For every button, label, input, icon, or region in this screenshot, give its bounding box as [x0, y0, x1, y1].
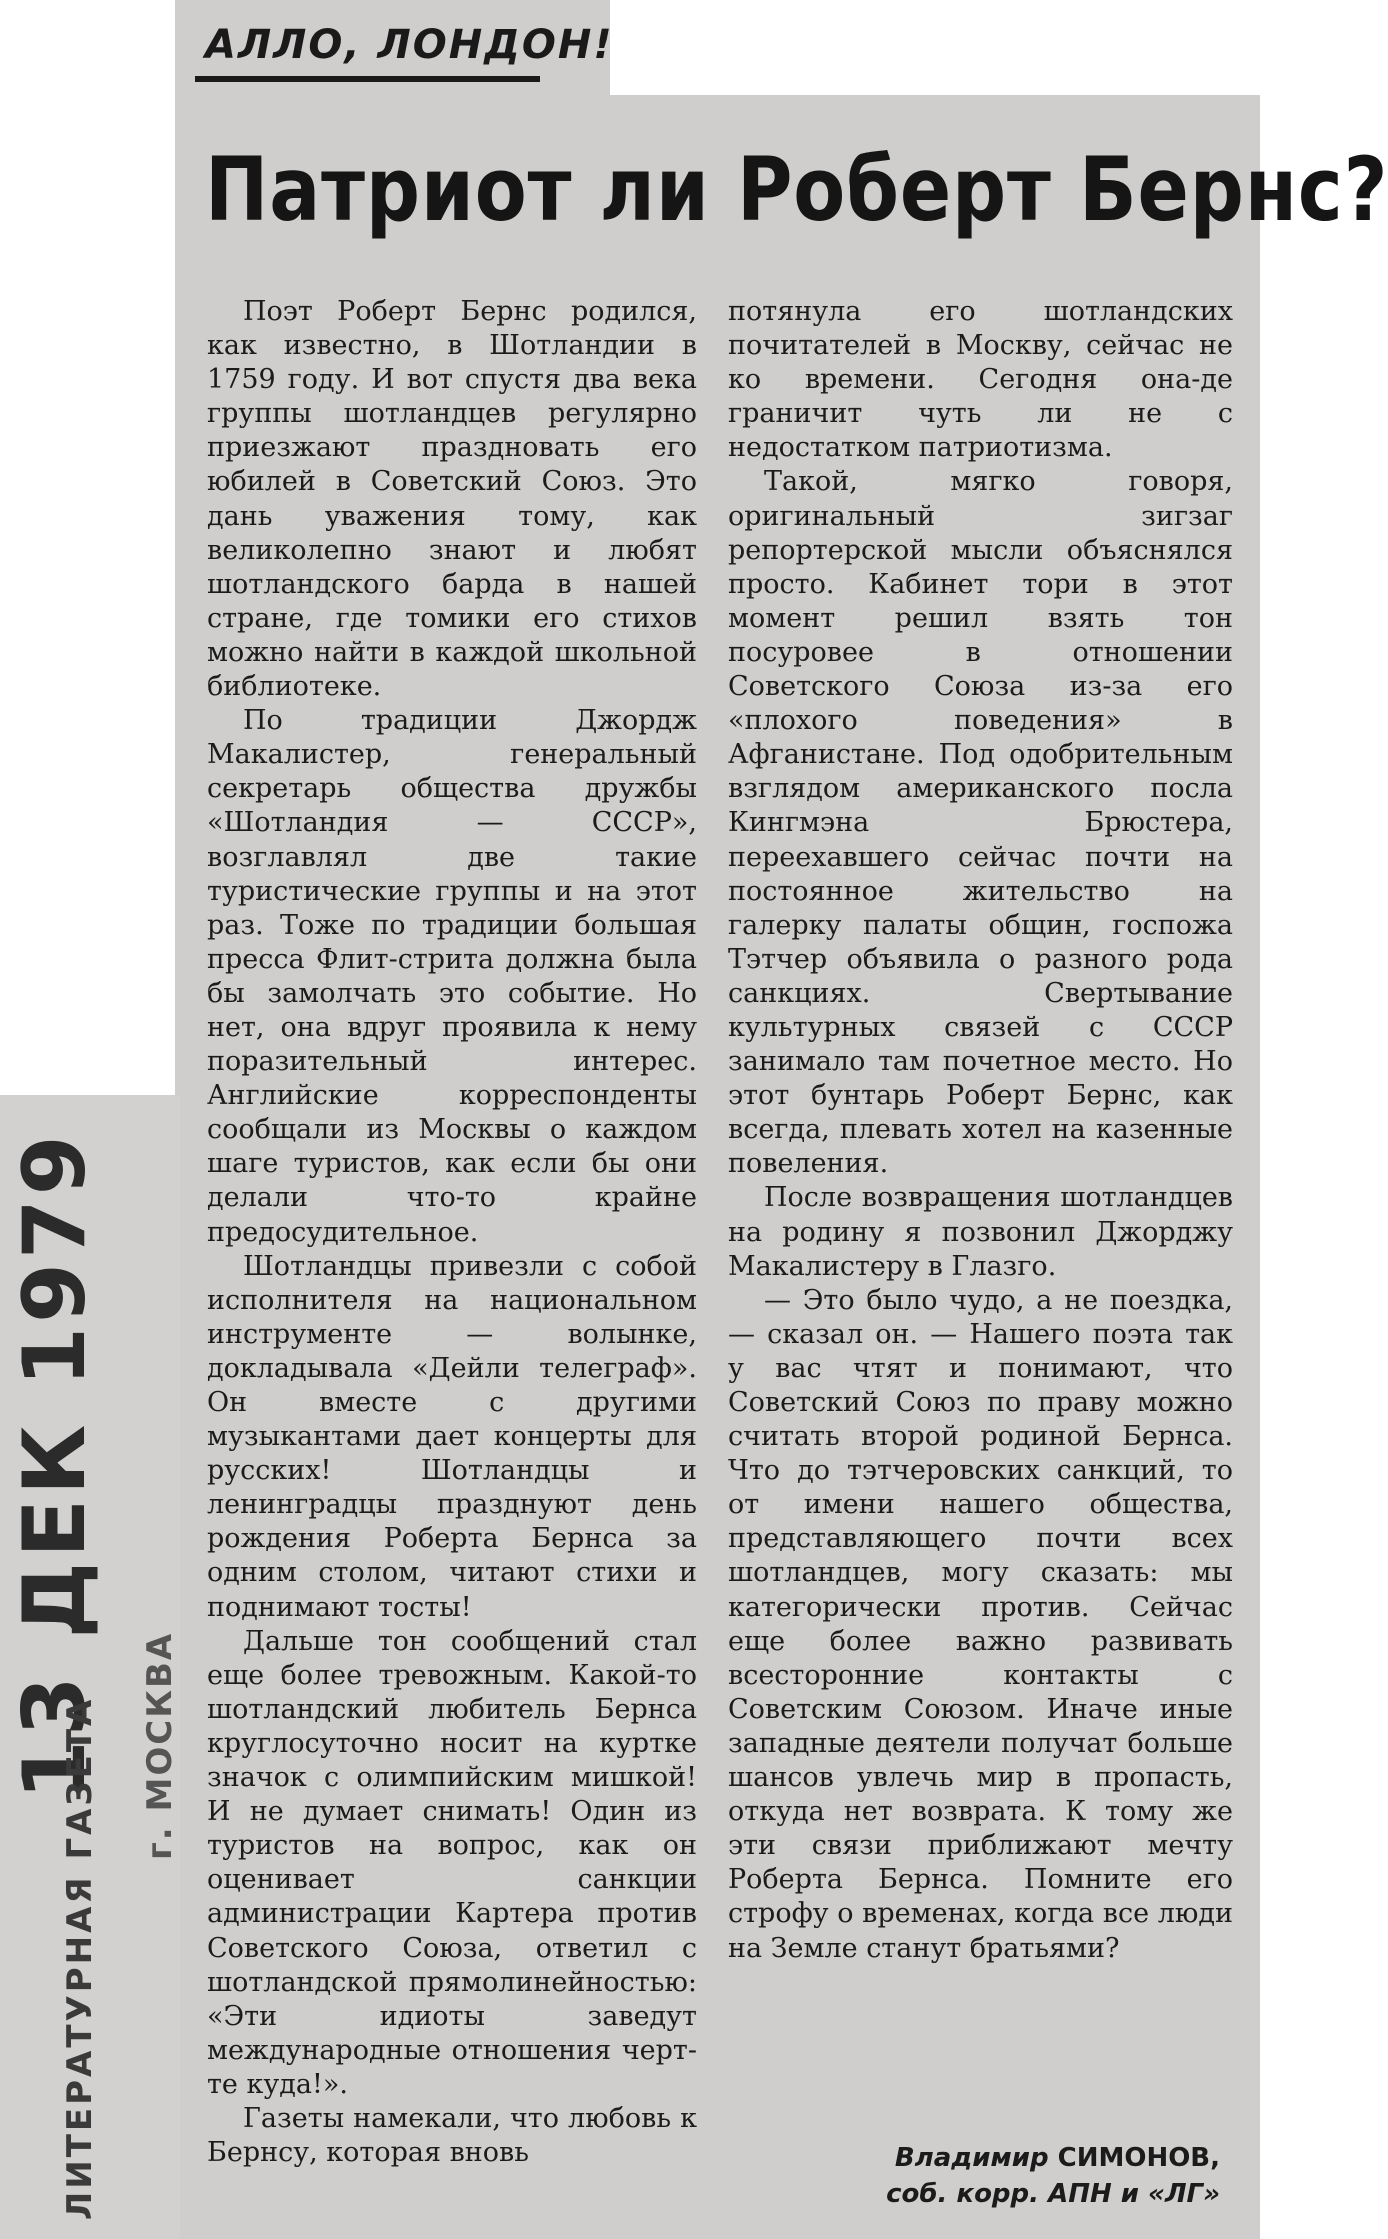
newspaper-stamp: ЛИТЕРАТУРНАЯ ГАЗЕТА — [60, 1696, 100, 2220]
paragraph: Дальше тон сообщений стал еще более тревожным. Какой-то шотландский любитель Бернса круглосуточно носит на куртке значок с олимпийским мишкой! И не думает снимать! Один из туристов на вопрос, как он оценивает санкции администрации Картера против Советского Союза, ответил с шотландской прямолинейностью: «Эти идиоты заведут международные отношения черт-те куда!». — [207, 1625, 697, 2100]
author-position: соб. корр. АПН и «ЛГ» — [886, 2179, 1220, 2209]
paragraph: По традиции Джордж Макалистер, генеральный секретарь общества дружбы «Шотландия — СССР», возглавлял две такие туристические группы и на этот раз. Тоже по традиции большая пресса Флит-стрита должна была бы замолчать это событие. Но нет, она вдруг проявила к нему поразительный интерес. Английские корреспонденты сообщали из Москвы о каждом шаге туристов, как если бы они делали что-то крайне предосудительное. — [207, 705, 697, 1248]
article-column-right — [728, 295, 1233, 1966]
paragraph: — Это было чудо, а не поездка, — сказал он. — Нашего поэта так у вас чтят и понимают, что Советский Союз по праву можно считать второй родиной Бернса. Что до тэтчеровских санкций, то от имени нашего общества, представляющего почти всех шотландцев, могу сказать: мы категорически против. Сейчас еще более важно развивать всесторонние контакты с Советским Союзом. Иначе иные западные деятели получат больше шансов увлечь мир в пропасть, откуда нет возврата. К тому же эти связи приближают мечту Роберта Бернса. Помните его строфу о временах, когда все люди на Земле станут братьями? — [728, 1284, 1233, 1964]
kicker-underline — [195, 76, 540, 82]
paragraph: Такой, мягко говоря, оригинальный зигзаг репортерской мысли объяснялся просто. Кабинет тори в этот момент решил взять тон посуровее в отношении Советского Союза из-за его «плохого поведения» в Афганистане. Под одобрительным взглядом американского посла Кингмэна Брюстера, переехавшего сейчас почти на постоянное жительство на галерку палаты общин, госпожа Тэтчер объявила о разного рода санкциях. Свертывание культурных связей с СССР занимало там почетное место. Но этот бунтарь Роберт Бернс, как всегда, плевать хотел на казенные повеления. — [728, 466, 1233, 1180]
author-first-name: Владимир — [894, 2143, 1049, 2173]
paragraph: Шотландцы привезли с собой исполнителя на национальном инструменте — волынке, докладывала «Дейли телеграф». Он вместе с другими музыкантами дает концерты для русских! Шотландцы и ленинградцы празднуют день рождения Роберта Бернса за одним столом, читают стихи и поднимают тосты! — [207, 1250, 697, 1623]
paragraph: Поэт Роберт Бернс родился, как известно, в Шотландии в 1759 году. И вот спустя два века группы шотландцев регулярно приезжают праздновать его юбилей в Советский Союз. Это дань уважения тому, как великолепно знают и любят шотландского барда в нашей стране, где томики его стихов можно найти в каждой школьной библиотеке. — [207, 296, 697, 703]
paragraph: Газеты намекали, что любовь к Бернсу, которая вновь — [207, 2102, 697, 2169]
author-byline — [886, 2140, 1220, 2212]
section-kicker: АЛЛО, ЛОНДОН! — [205, 22, 614, 68]
article-headline: Патриот ли Роберт Бернс? — [205, 138, 1388, 241]
article-column-left — [207, 295, 697, 2170]
author-name — [886, 2140, 1220, 2176]
date-stamp: 13 ДЕК 1979 — [5, 1131, 105, 1800]
city-stamp: г. МОСКВА — [140, 1631, 180, 1860]
author-surname: СИМОНОВ, — [1057, 2143, 1220, 2173]
paragraph-continuation: потянула его шотландских почитателей в Москву, сейчас не ко времени. Сегодня она-де граничит чуть ли не с недостатком патриотизма. — [728, 296, 1233, 464]
paragraph: После возвращения шотландцев на родину я позвонил Джорджу Макалистеру в Глазго. — [728, 1182, 1233, 1282]
